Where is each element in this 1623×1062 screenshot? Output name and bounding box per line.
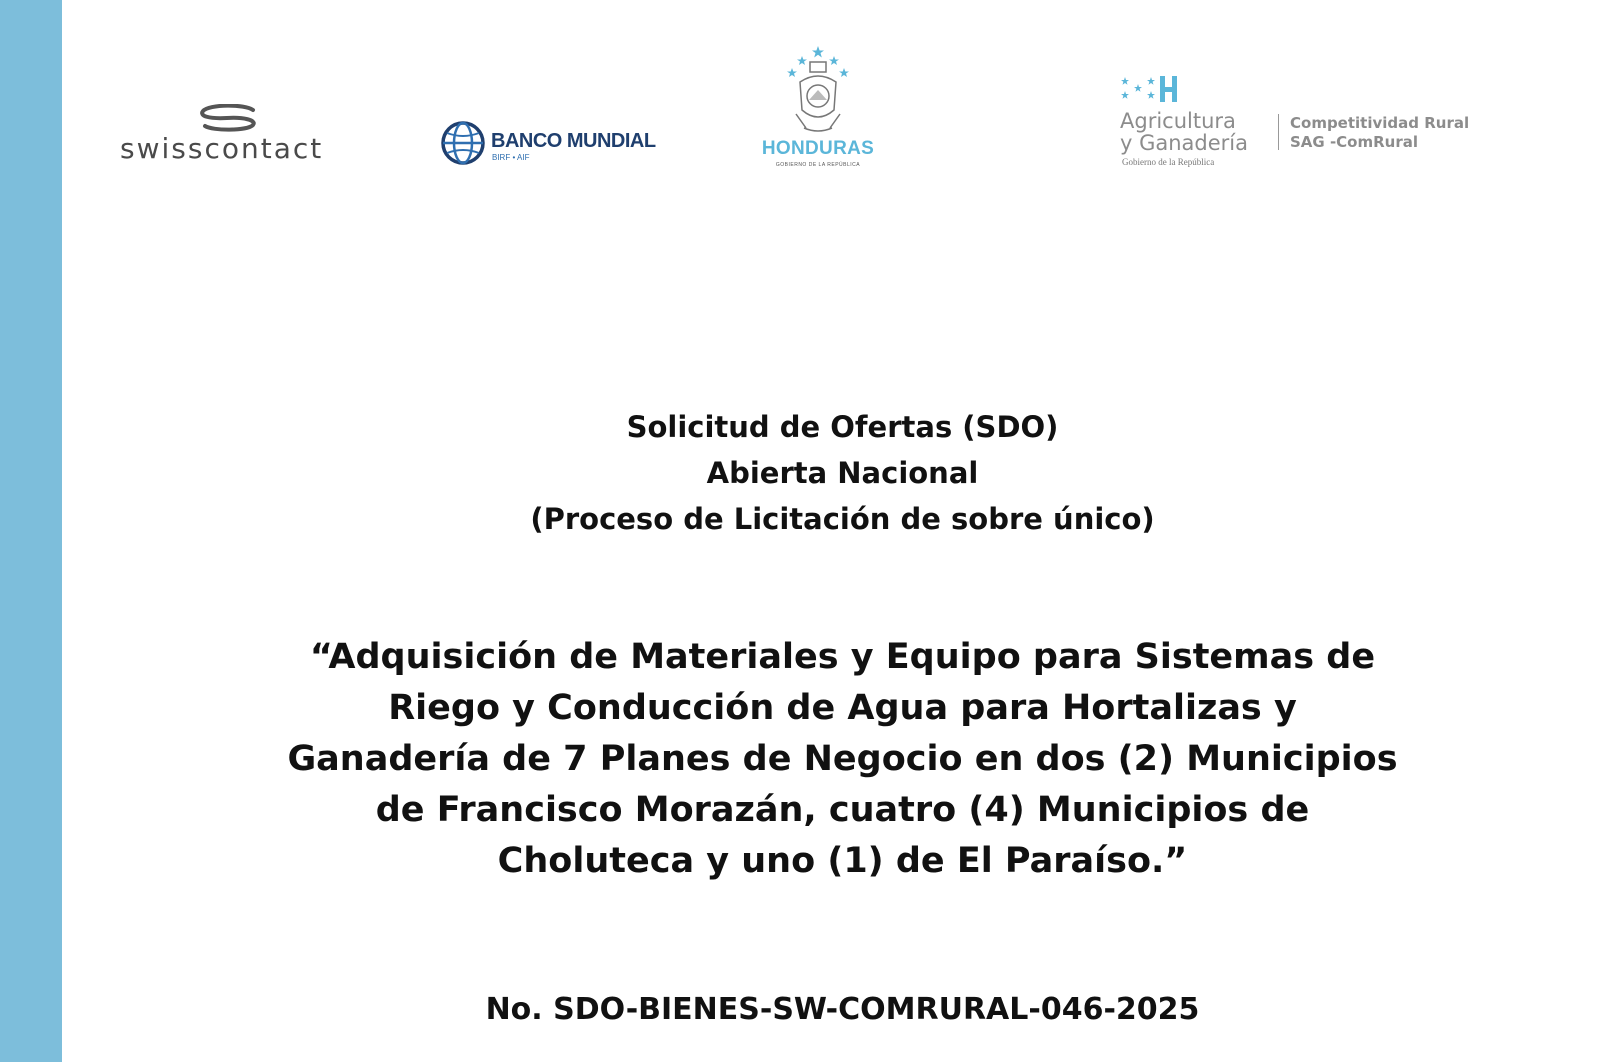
title-line4: de Francisco Morazán, cuatro (4) Municipios de (375, 790, 1310, 830)
globe-icon (440, 120, 486, 166)
sag-government: Gobierno de la República (1122, 157, 1215, 167)
coat-of-arms-icon (776, 44, 860, 136)
sag-program-line1: Competitividad Rural (1290, 114, 1470, 132)
sdo-header (62, 404, 1623, 542)
sag-logo (1120, 70, 1520, 170)
sag-divider (1278, 114, 1279, 150)
sag-line1: Agricultura (1120, 109, 1236, 133)
honduras-logo (748, 44, 888, 174)
world-bank-name: BANCO MUNDIAL (491, 130, 656, 152)
title-line3: Ganadería de 7 Planes de Negocio en dos (2) Municipios (287, 739, 1398, 779)
title-line2: Riego y Conducción de Agua para Hortalizas y (388, 688, 1297, 728)
title-line1: “Adquisición de Materiales y Equipo para Sistemas de (309, 637, 1376, 677)
honduras-name: HONDURAS (761, 138, 875, 159)
sag-line2: y Ganadería (1120, 131, 1249, 155)
sdo-header-line2: Abierta Nacional (706, 456, 979, 490)
sdo-header-line3: (Proceso de Licitación de sobre único) (530, 502, 1155, 536)
world-bank-logo (440, 120, 670, 175)
swisscontact-swirl-icon (195, 104, 265, 132)
document-title (62, 632, 1623, 887)
title-line5: Choluteca y uno (1) de El Paraíso.” (497, 841, 1188, 881)
sag-program-line2: SAG -ComRural (1290, 133, 1419, 151)
honduras-sub: GOBIERNO DE LA REPÚBLICA (775, 162, 861, 168)
sdo-header-line1: Solicitud de Ofertas (SDO) (626, 410, 1059, 444)
stars-h-icon (1120, 76, 1180, 106)
swisscontact-wordmark: swisscontact (120, 132, 324, 165)
world-bank-sub: BIRF • AIF (492, 153, 530, 162)
side-stripe (0, 0, 62, 1062)
swisscontact-logo (120, 100, 340, 170)
reference-number: No. SDO-BIENES-SW-COMRURAL-046-2025 (485, 992, 1200, 1027)
